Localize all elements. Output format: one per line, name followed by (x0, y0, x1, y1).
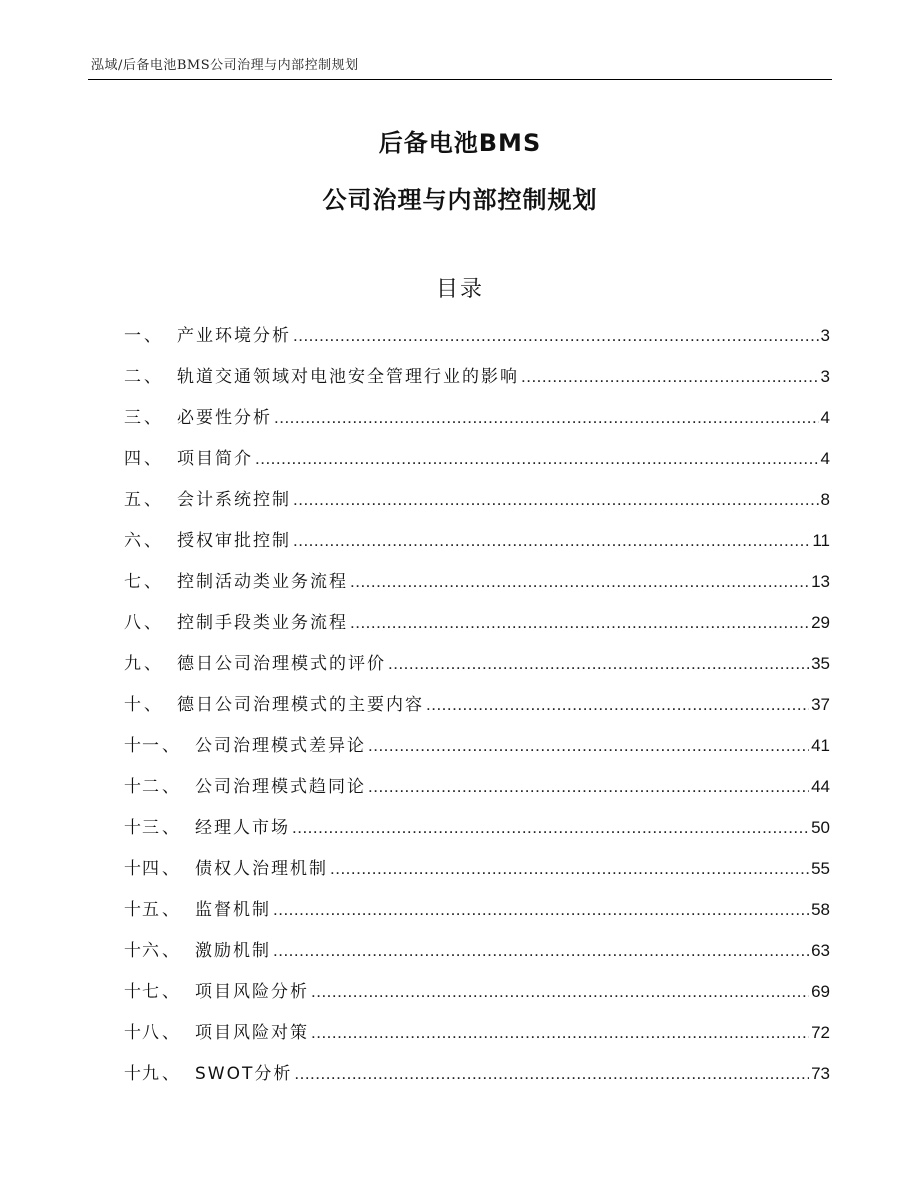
document-title-line1: 后备电池BMS (378, 129, 542, 157)
toc-dot-leader (273, 897, 809, 923)
toc-entry-page: 4 (820, 408, 830, 427)
toc-dot-leader (350, 569, 809, 595)
toc-entry-label: 必要性分析 (177, 408, 272, 428)
toc-heading: 目录 (435, 277, 484, 302)
toc-entry[interactable] (124, 1020, 830, 1061)
toc-entry-label: 项目风险分析 (195, 982, 309, 1002)
toc-entry-number: 十二 (124, 777, 160, 797)
toc-entry[interactable] (124, 569, 830, 610)
toc-entry-label: 产业环境分析 (177, 326, 291, 346)
toc-entry[interactable] (124, 979, 830, 1020)
toc-entry-page: 4 (820, 449, 830, 468)
toc-entry-label: 控制活动类业务流程 (177, 572, 348, 592)
toc-entry-separator: 、 (144, 695, 161, 715)
toc-entry-separator: 、 (162, 818, 179, 838)
toc-entry-page: 58 (811, 900, 830, 919)
toc-entry-number: 九 (124, 654, 142, 674)
toc-entry[interactable] (124, 692, 830, 733)
toc-entry[interactable] (124, 446, 830, 487)
toc-entry-page: 11 (812, 531, 830, 550)
toc-entry[interactable] (124, 487, 830, 528)
toc-entry-label: 项目风险对策 (195, 1023, 309, 1043)
toc-entry-number: 八 (124, 613, 142, 633)
toc-dot-leader (521, 364, 819, 390)
toc-entry-separator: 、 (144, 613, 161, 633)
toc-entry-label: 公司治理模式趋同论 (195, 777, 366, 797)
toc-entry[interactable] (124, 733, 830, 774)
toc-dot-leader (330, 856, 809, 882)
toc-entry[interactable] (124, 815, 830, 856)
toc-entry[interactable] (124, 774, 830, 815)
toc-entry-number: 十六 (124, 941, 160, 961)
toc-dot-leader (273, 938, 809, 964)
toc-entry-number: 十四 (124, 859, 160, 879)
toc-entry-number: 一 (124, 326, 142, 346)
toc-entry-label: 债权人治理机制 (195, 859, 328, 879)
toc-entry-separator: 、 (144, 572, 161, 592)
toc-entry-page: 63 (811, 941, 830, 960)
toc-entry-separator: 、 (162, 941, 179, 961)
toc-entry-number: 七 (124, 572, 142, 592)
toc-entry-separator: 、 (144, 654, 161, 674)
toc-entry-separator: 、 (144, 490, 161, 510)
toc-entry-number: 十三 (124, 818, 160, 838)
toc-entry-page: 37 (811, 695, 830, 714)
toc-entry[interactable] (124, 364, 830, 405)
toc-entry-separator: 、 (162, 1023, 179, 1043)
toc-dot-leader (293, 323, 819, 349)
toc-entry-number: 十八 (124, 1023, 160, 1043)
toc-entry-page: 72 (811, 1023, 830, 1042)
toc-entry-label: SWOT分析 (195, 1064, 293, 1084)
toc-entry-label: 激励机制 (195, 941, 271, 961)
toc-dot-leader (311, 979, 809, 1005)
toc-entry-label: 经理人市场 (195, 818, 290, 838)
toc-entry-label: 授权审批控制 (177, 531, 291, 551)
toc-entry-number: 十 (124, 695, 142, 715)
toc-dot-leader (426, 692, 809, 718)
toc-entry-separator: 、 (162, 859, 179, 879)
toc-entry-separator: 、 (162, 900, 179, 920)
toc-dot-leader (294, 1061, 809, 1087)
toc-dot-leader (292, 815, 809, 841)
toc-entry-page: 35 (811, 654, 830, 673)
toc-entry-label: 德日公司治理模式的评价 (177, 654, 386, 674)
toc-dot-leader (368, 774, 809, 800)
toc-entry[interactable] (124, 528, 830, 569)
toc-entry[interactable] (124, 856, 830, 897)
toc-entry-number: 二 (124, 367, 142, 387)
toc-entry-page: 8 (820, 490, 830, 509)
toc-entry[interactable] (124, 1061, 830, 1102)
toc-dot-leader (350, 610, 809, 636)
toc-entry-number: 十一 (124, 736, 160, 756)
toc-entry-separator: 、 (144, 449, 161, 469)
toc-entry[interactable] (124, 651, 830, 692)
toc-entry-page: 3 (820, 326, 830, 345)
toc-entry-number: 十七 (124, 982, 160, 1002)
toc-entry-separator: 、 (162, 736, 179, 756)
toc-entry[interactable] (124, 938, 830, 979)
toc-entry-number: 六 (124, 531, 142, 551)
toc-entry-page: 55 (811, 859, 830, 878)
toc-entry-separator: 、 (162, 1064, 179, 1084)
toc-dot-leader (311, 1020, 809, 1046)
toc-entry-page: 13 (811, 572, 830, 591)
toc-entry-separator: 、 (162, 982, 179, 1002)
toc-entry-number: 五 (124, 490, 142, 510)
toc-entry-page: 73 (811, 1064, 830, 1083)
toc-dot-leader (388, 651, 809, 677)
toc-entry-separator: 、 (162, 777, 179, 797)
toc-dot-leader (293, 528, 810, 554)
document-title-line2: 公司治理与内部控制规划 (322, 186, 598, 214)
toc-entry-page: 44 (811, 777, 830, 796)
toc-entry-page: 3 (820, 367, 830, 386)
toc-entry-label: 监督机制 (195, 900, 271, 920)
toc-entry-label: 控制手段类业务流程 (177, 613, 348, 633)
toc-entry[interactable] (124, 405, 830, 446)
toc-entry-separator: 、 (144, 367, 161, 387)
toc-entry-label: 项目简介 (177, 449, 253, 469)
toc-entry[interactable] (124, 323, 830, 364)
toc-entry-number: 三 (124, 408, 142, 428)
toc-entry-page: 29 (811, 613, 830, 632)
toc-entry-number: 十五 (124, 900, 160, 920)
toc-entry-label: 公司治理模式差异论 (195, 736, 366, 756)
table-of-contents (124, 323, 830, 1102)
toc-dot-leader (368, 733, 809, 759)
toc-entry-separator: 、 (144, 531, 161, 551)
toc-dot-leader (274, 405, 819, 431)
toc-entry[interactable] (124, 897, 830, 938)
toc-entry-page: 41 (811, 736, 830, 755)
toc-entry-number: 四 (124, 449, 142, 469)
running-header: 泓域/后备电池BMS公司治理与内部控制规划 (91, 58, 359, 73)
toc-entry[interactable] (124, 610, 830, 651)
toc-entry-label: 德日公司治理模式的主要内容 (177, 695, 424, 715)
toc-entry-separator: 、 (144, 326, 161, 346)
toc-dot-leader (293, 487, 819, 513)
toc-entry-separator: 、 (144, 408, 161, 428)
toc-entry-number: 十九 (124, 1064, 160, 1084)
toc-entry-label: 轨道交通领域对电池安全管理行业的影响 (177, 367, 519, 387)
toc-dot-leader (255, 446, 819, 472)
toc-entry-page: 69 (811, 982, 830, 1001)
header-divider (88, 79, 832, 80)
toc-entry-page: 50 (811, 818, 830, 837)
toc-entry-label: 会计系统控制 (177, 490, 291, 510)
